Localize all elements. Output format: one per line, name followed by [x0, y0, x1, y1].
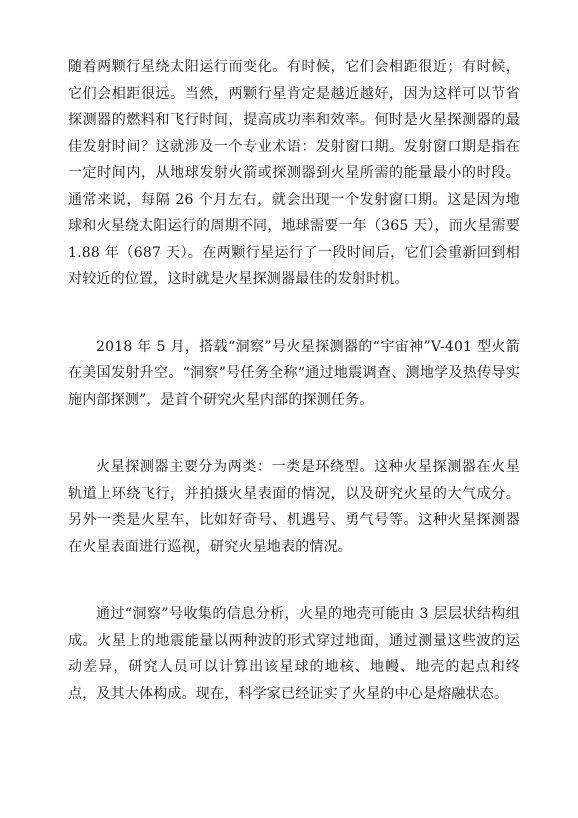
paragraph-gap: [68, 413, 520, 454]
paragraph-insight-launch: 2018 年 5 月，搭载“洞察”号火星探测器的“宇宙神”V-401 型火箭在美国发射升空。“洞察”号任务全称“通过地震调查、测地学及热传导实施内部探测”，是首个研究火星内部的探测任务。: [68, 338, 520, 408]
paragraph-gap: [68, 293, 520, 334]
paragraph-gap: [68, 560, 520, 601]
paragraph-launch-window: 随着两颗行星绕太阳运行而变化。有时候，它们会相距很近；有时候，它们会相距很远。当然，两颗行星肯定是越近越好，因为这样可以节省探测器的燃料和飞行时间，提高成功率和效率。何时是火星探测器的最佳发射时间？这就涉及一个专业术语：发射窗口期。发射窗口期是指在一定时间内，从地球发射火箭或探测器到火星所需的能量最小的时段。通常来说，每隔 26 个月左右，就会出现一个发射窗口期。这是因为地球和火星绕太阳运行的周期不同，地球需要一年（365 天），而火星需要 1.88 年（687 天）。在两颗行星运行了一段时间后，它们会重新回到相对较近的位置，这时就是火星探测器最佳的发射时机。: [68, 59, 520, 287]
paragraph-probe-types: 火星探测器主要分为两类：一类是环绕型。这种火星探测器在火星轨道上环绕飞行，并拍摄火星表面的情况，以及研究火星的大气成分。另外一类是火星车，比如好奇号、机遇号、勇气号等。这种火星探测器在火星表面进行巡视，研究火星地表的情况。: [68, 459, 520, 555]
paragraph-mars-structure: 通过“洞察”号收集的信息分析，火星的地壳可能由 3 层层状结构组成。火星上的地震能量以两种波的形式穿过地面，通过测量这些波的运动差异，研究人员可以计算出该星球的地核、地幔、地壳的起点和终点，及其大体构成。现在，科学家已经证实了火星的中心是熔融状态。: [68, 606, 520, 702]
